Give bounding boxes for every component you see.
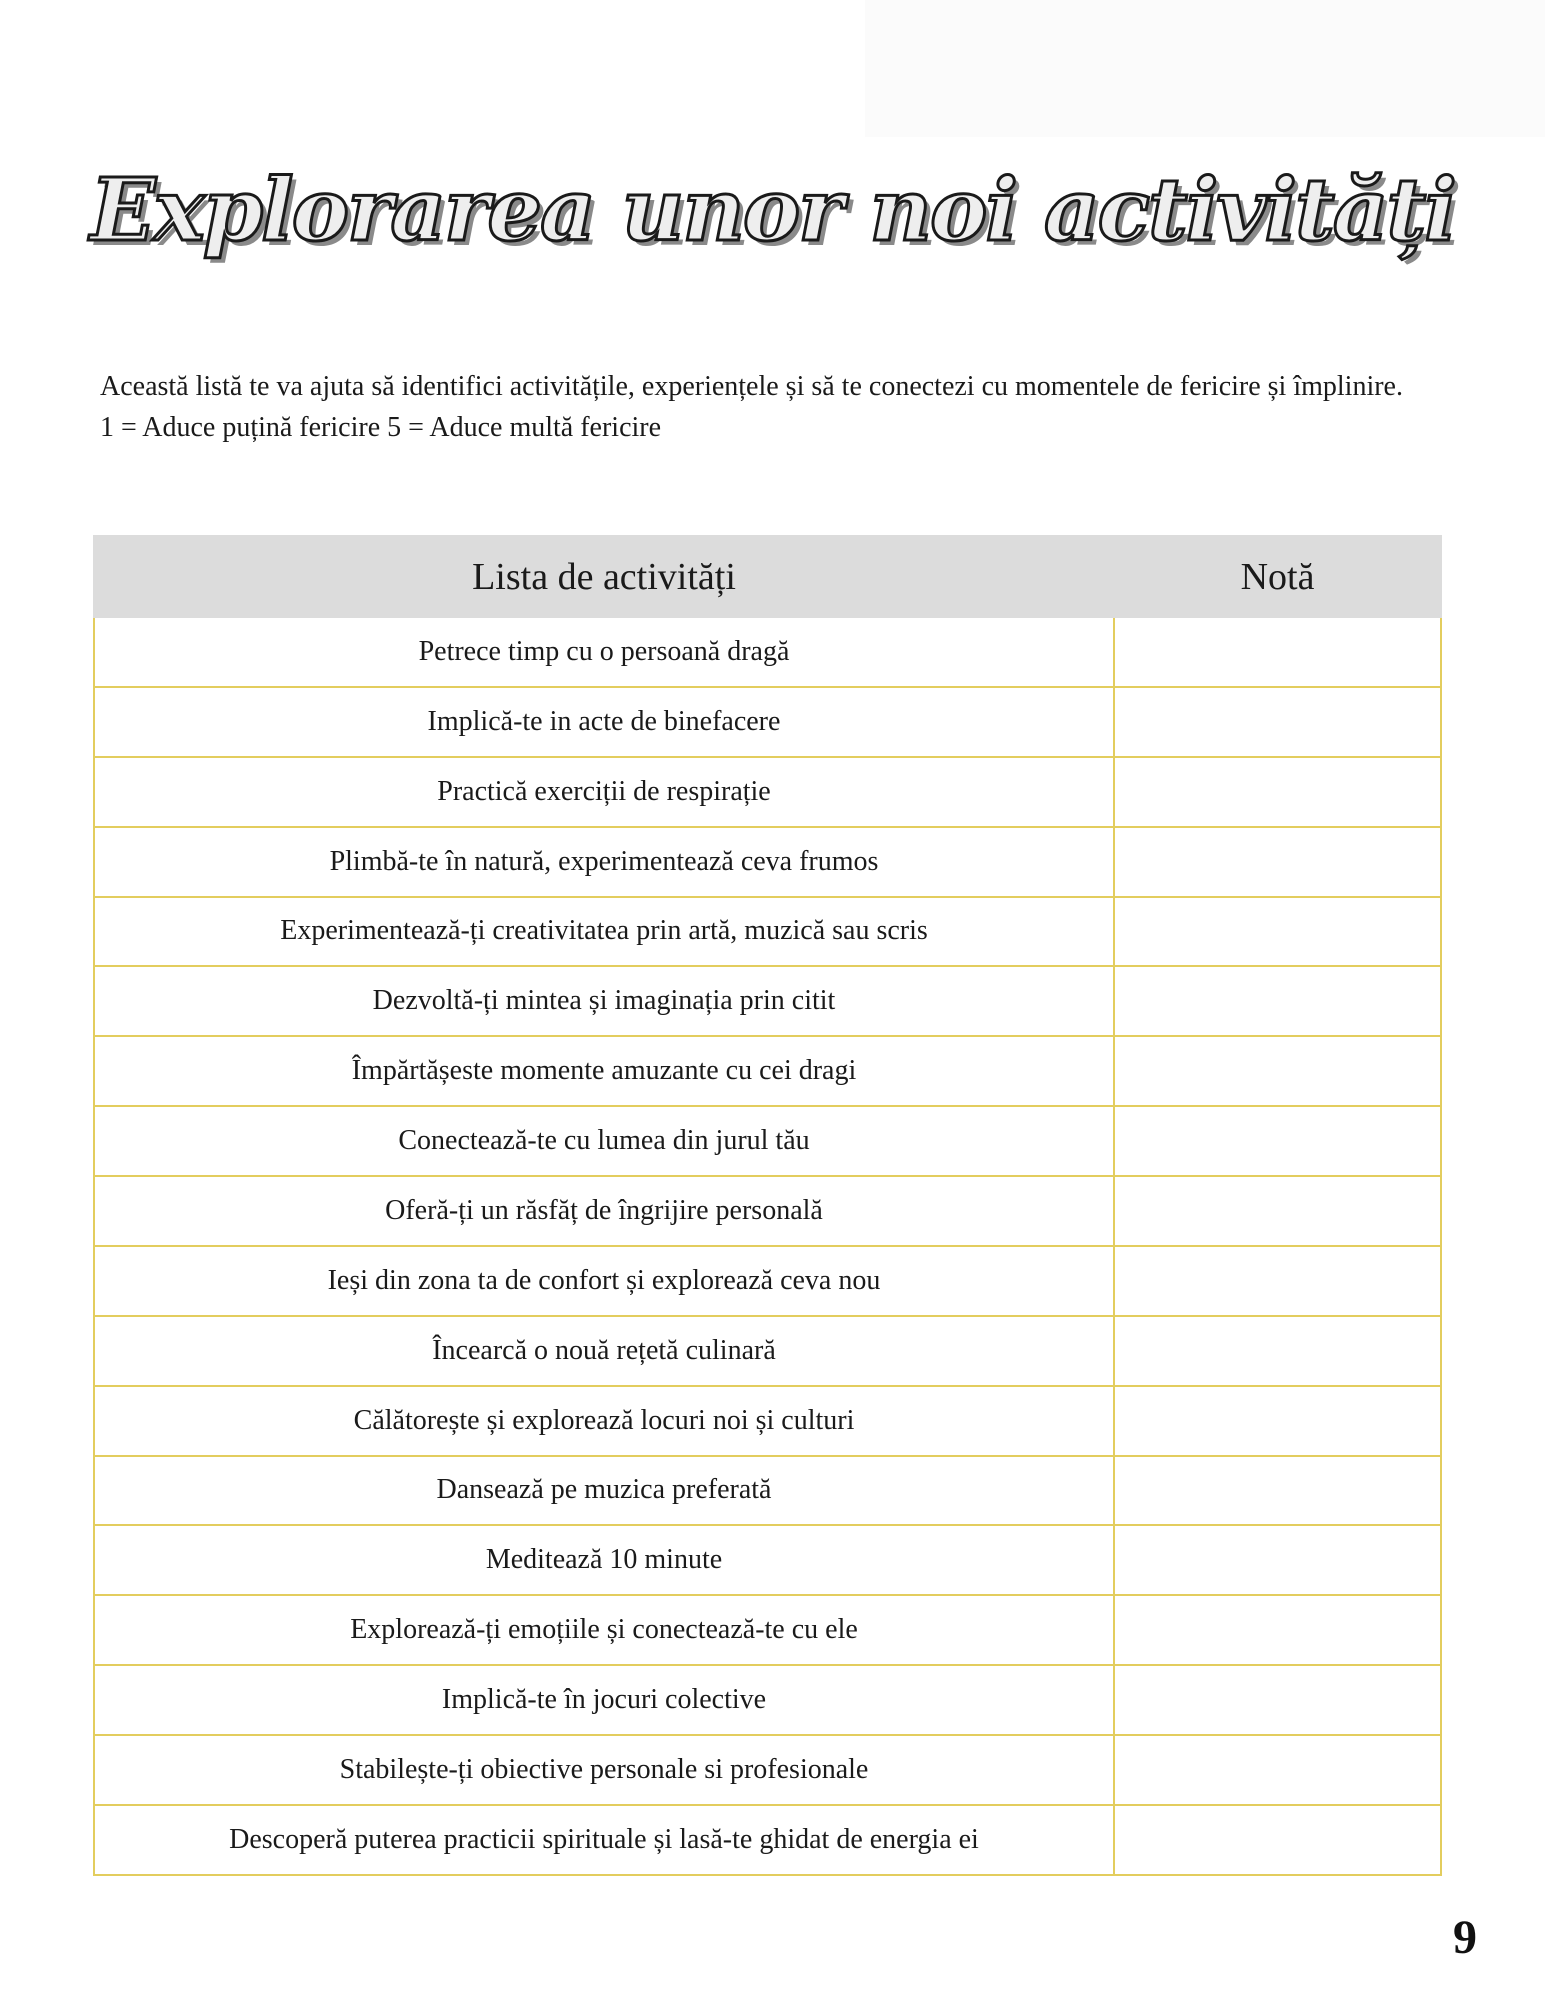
table-row: [94, 1805, 1441, 1875]
activity-cell: Petrece timp cu o persoană dragă: [94, 617, 1114, 687]
score-cell[interactable]: [1114, 617, 1441, 687]
score-cell[interactable]: [1114, 1176, 1441, 1246]
activity-cell: Dansează pe muzica preferată: [94, 1456, 1114, 1526]
activity-cell: Împărtășeste momente amuzante cu cei dragi: [94, 1036, 1114, 1106]
activity-cell: Oferă-ți un răsfăț de îngrijire personală: [94, 1176, 1114, 1246]
score-cell[interactable]: [1114, 1805, 1441, 1875]
table-row: [94, 1456, 1441, 1526]
intro-text: [100, 366, 1450, 448]
table-header-row: [94, 536, 1441, 617]
page-corner-tint: [865, 0, 1545, 137]
activity-cell: Practică exerciții de respirație: [94, 757, 1114, 827]
score-cell[interactable]: [1114, 1525, 1441, 1595]
score-cell[interactable]: [1114, 687, 1441, 757]
score-cell[interactable]: [1114, 966, 1441, 1036]
table-row: [94, 757, 1441, 827]
activity-cell: Implică-te in acte de binefacere: [94, 687, 1114, 757]
score-cell[interactable]: [1114, 1595, 1441, 1665]
score-cell[interactable]: [1114, 1246, 1441, 1316]
table-row: [94, 1316, 1441, 1386]
activity-cell: Implică-te în jocuri colective: [94, 1665, 1114, 1735]
table-row: [94, 687, 1441, 757]
score-cell[interactable]: [1114, 827, 1441, 897]
activity-cell: Descoperă puterea practicii spirituale și lasă-te ghidat de energia ei: [94, 1805, 1114, 1875]
activity-column-header: Lista de activități: [94, 536, 1114, 617]
table-row: [94, 827, 1441, 897]
activity-cell: Meditează 10 minute: [94, 1525, 1114, 1595]
activity-cell: Conectează-te cu lumea din jurul tău: [94, 1106, 1114, 1176]
activity-cell: Ieși din zona ta de confort și explorează ceva nou: [94, 1246, 1114, 1316]
table-row: [94, 1595, 1441, 1665]
activity-cell: Explorează-ți emoțiile și conectează-te cu ele: [94, 1595, 1114, 1665]
table-row: [94, 1665, 1441, 1735]
score-cell[interactable]: [1114, 1735, 1441, 1805]
activity-cell: Stabilește-ți obiective personale si profesionale: [94, 1735, 1114, 1805]
table-row: [94, 897, 1441, 967]
score-cell[interactable]: [1114, 1456, 1441, 1526]
activity-cell: Încearcă o nouă rețetă culinară: [94, 1316, 1114, 1386]
score-column-header: Notă: [1114, 536, 1441, 617]
table-row: [94, 1386, 1441, 1456]
score-cell[interactable]: [1114, 1665, 1441, 1735]
page-number: 9: [1453, 1911, 1477, 1964]
table-row: [94, 1735, 1441, 1805]
table-row: [94, 1176, 1441, 1246]
score-cell[interactable]: [1114, 1036, 1441, 1106]
table-row: [94, 966, 1441, 1036]
activity-rows: [94, 617, 1441, 1875]
activity-cell: Experimentează-ți creativitatea prin artă, muzică sau scris: [94, 897, 1114, 967]
intro-description: Această listă te va ajuta să identifici activitățile, experiențele și să te conectezi cu momentele de fericire și împlinire.: [100, 371, 1403, 402]
activity-cell: Plimbă-te în natură, experimentează ceva frumos: [94, 827, 1114, 897]
rating-scale-legend: 1 = Aduce puțină fericire 5 = Aduce multă fericire: [100, 412, 662, 443]
activity-cell: Dezvoltă-ți mintea și imaginația prin citit: [94, 966, 1114, 1036]
table-row: [94, 1246, 1441, 1316]
activity-cell: Călătorește și explorează locuri noi și culturi: [94, 1386, 1114, 1456]
score-cell[interactable]: [1114, 1106, 1441, 1176]
activity-table: [93, 535, 1442, 1876]
table-row: [94, 1525, 1441, 1595]
table-row: [94, 1106, 1441, 1176]
page-title: Explorarea unor noi activități: [90, 160, 1455, 261]
score-cell[interactable]: [1114, 1386, 1441, 1456]
score-cell[interactable]: [1114, 757, 1441, 827]
score-cell[interactable]: [1114, 1316, 1441, 1386]
score-cell[interactable]: [1114, 897, 1441, 967]
table-row: [94, 1036, 1441, 1106]
table-row: [94, 617, 1441, 687]
